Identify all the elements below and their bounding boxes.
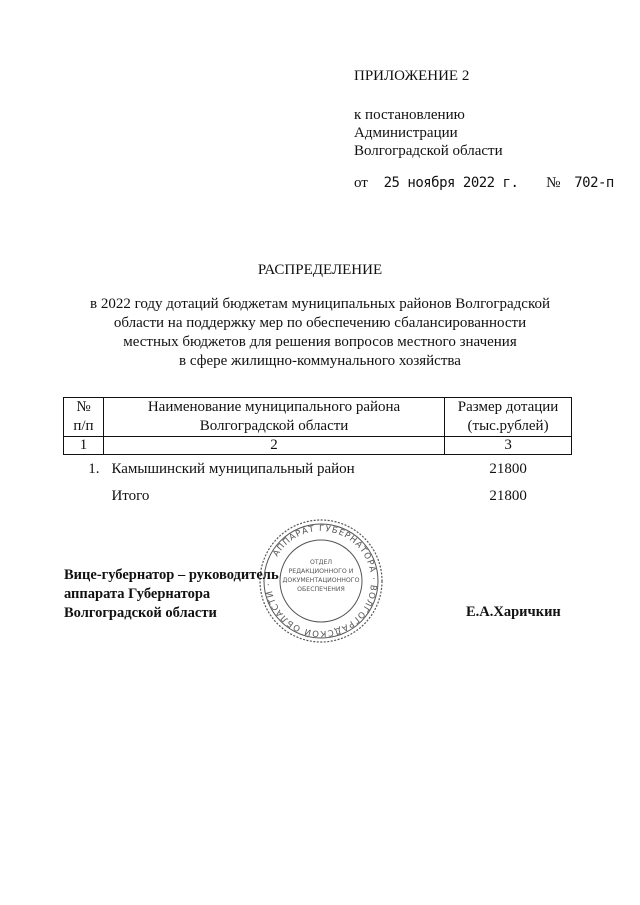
appendix-line-2: Администрации	[354, 125, 458, 141]
svg-text:РЕДАКЦИОННОГО И: РЕДАКЦИОННОГО И	[288, 568, 354, 575]
document-title: РАСПРЕДЕЛЕНИЕ	[257, 262, 383, 278]
row-district: Камышинский муниципальный район	[111, 461, 355, 477]
table-row	[64, 455, 572, 479]
appendix-line-1: к постановлению	[354, 107, 465, 123]
total-amount: 21800	[489, 488, 527, 504]
svg-text:ОТДЕЛ: ОТДЕЛ	[309, 559, 333, 566]
row-num: 1.	[88, 461, 100, 477]
svg-text:ОБЕСПЕЧЕНИЯ: ОБЕСПЕЧЕНИЯ	[297, 586, 345, 593]
heading-line-2: области на поддержку мер по обеспечению сбалансированности	[113, 315, 527, 331]
signatory-name: Е.А.Харичкин	[466, 604, 561, 620]
heading-line-3: местных бюджетов для решения вопросов местного значения	[123, 334, 517, 350]
signatory-line-3: Волгоградской области	[64, 605, 217, 621]
header-district: Наименование муниципального района Волгоградской области	[103, 398, 444, 437]
total-label: Итого	[111, 488, 150, 504]
total-row	[64, 478, 572, 505]
signatory-title	[64, 566, 279, 623]
distribution-table	[63, 397, 572, 505]
svg-text:ДОКУМЕНТАЦИОННОГО: ДОКУМЕНТАЦИОННОГО	[282, 577, 360, 584]
heading-line-4: в сфере жилищно-коммунального хозяйства	[179, 353, 461, 369]
column-number: 3	[445, 437, 572, 455]
from-label: от	[354, 175, 368, 191]
svg-text:АППАРАТ ГУБЕРНАТОРА · ВОЛГОГРА: АППАРАТ ГУБЕРНАТОРА · ВОЛГОГРАДСКОЙ ОБЛАСТИ ·	[263, 523, 379, 639]
column-number: 2	[103, 437, 444, 455]
header-num: № п/п	[64, 398, 104, 437]
appendix-title: ПРИЛОЖЕНИЕ 2	[354, 68, 470, 84]
column-number: 1	[64, 437, 104, 455]
column-number-row	[64, 437, 572, 455]
table-header-row	[64, 398, 572, 437]
decree-date: 25 ноября 2022 г.	[383, 175, 519, 191]
signatory-line-2: аппарата Губернатора	[64, 586, 211, 602]
appendix-date-line	[354, 174, 614, 193]
header-amount: Размер дотации (тыс.рублей)	[445, 398, 572, 437]
heading-line-1: в 2022 году дотаций бюджетам муниципальных районов Волгоградской	[89, 296, 550, 312]
number-label: №	[546, 175, 561, 191]
decree-number: 702-п	[574, 175, 614, 191]
signatory-line-1: Вице-губернатор – руководитель	[64, 567, 279, 583]
appendix-line-3: Волгоградской области	[354, 143, 503, 159]
row-amount: 21800	[489, 461, 527, 477]
